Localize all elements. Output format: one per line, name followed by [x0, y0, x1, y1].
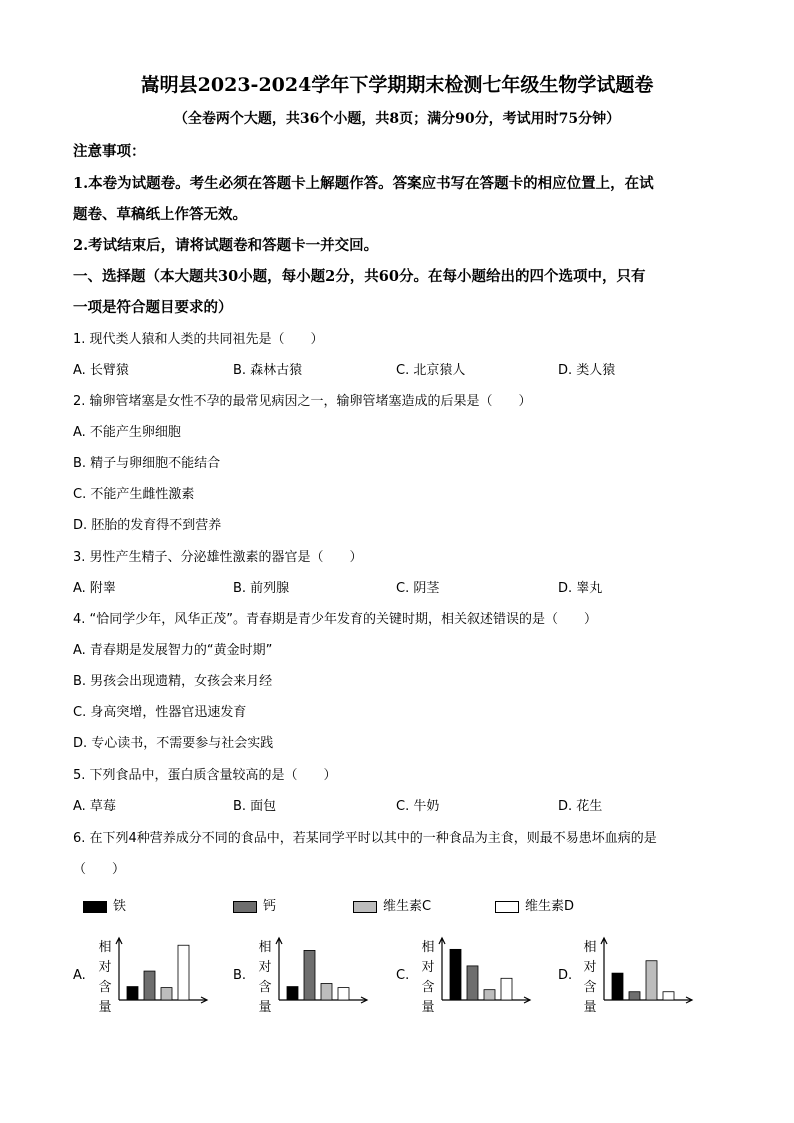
chart-b-bar-2 [304, 950, 315, 1000]
chart-d-bar-3 [646, 961, 657, 1000]
chart-d [602, 938, 702, 1010]
chart-d-bar-4 [663, 992, 674, 1000]
section-heading-line-2: 一项是符合题目要求的） [73, 299, 233, 316]
legend-label-calcium: 钙 [263, 899, 277, 914]
chart-a [117, 938, 217, 1010]
question-4-option-b[interactable]: B. 男孩会出现遗精，女孩会来月经 [73, 674, 273, 689]
chart-d-option-label[interactable]: D. [558, 968, 573, 983]
legend-label-vitamin-d: 维生素D [525, 899, 575, 914]
chart-b-bar-1 [287, 987, 298, 1000]
chart-c-bar-4 [501, 978, 512, 1000]
chart-a-bar-4 [178, 945, 189, 1000]
question-1-stem: 1. 现代类人猿和人类的共同祖先是（ ） [73, 332, 324, 347]
chart-a-bar-3 [161, 988, 172, 1000]
chart-b-ylabel: 相 对 含 量 [258, 940, 272, 1015]
chart-c-bar-3 [484, 990, 495, 1000]
question-5-option-d[interactable]: D. 花生 [558, 799, 603, 814]
chart-b [277, 938, 377, 1010]
chart-c-option-label[interactable]: C. [396, 968, 410, 983]
question-6-stem-line-1: 6. 在下列4种营养成分不同的食品中，若某同学平时以其中的一种食品为主食，则最不易患坏血病的是 [73, 831, 657, 846]
question-6-stem-line-2: （ ） [73, 862, 126, 877]
chart-b-bar-3 [321, 983, 332, 1000]
chart-d-bar-1 [612, 973, 623, 1000]
question-4-stem: 4. “恰同学少年，风华正茂”。青春期是青少年发育的关键时期，相关叙述错误的是（ ） [73, 612, 598, 627]
legend-swatch-vitamin-c [353, 901, 377, 913]
legend-label-iron: 铁 [113, 899, 127, 914]
chart-c-ylabel: 相 对 含 量 [421, 940, 435, 1015]
chart-c [440, 938, 540, 1010]
legend-item-vitamin-d [495, 895, 574, 914]
page-title: 嵩明县2023-2024学年下学期期末检测七年级生物学试题卷 [140, 74, 654, 96]
chart-a-option-label[interactable]: A. [73, 968, 86, 983]
legend-item-calcium [233, 895, 276, 914]
question-2-stem: 2. 输卵管堵塞是女性不孕的最常见病因之一，输卵管堵塞造成的后果是（ ） [73, 394, 532, 409]
question-5-option-b[interactable]: B. 面包 [233, 799, 277, 814]
question-3-option-a[interactable]: A. 附睾 [73, 581, 116, 596]
question-5-option-a[interactable]: A. 草莓 [73, 799, 116, 814]
question-2-option-a[interactable]: A. 不能产生卵细胞 [73, 425, 181, 440]
chart-a-bar-2 [144, 971, 155, 1000]
legend-label-vitamin-c: 维生素C [383, 899, 432, 914]
question-4-option-d[interactable]: D. 专心读书，不需要参与社会实践 [73, 736, 274, 751]
question-2-option-c[interactable]: C. 不能产生雌性激素 [73, 487, 195, 502]
legend-swatch-vitamin-d [495, 901, 519, 913]
question-2-option-b[interactable]: B. 精子与卵细胞不能结合 [73, 456, 221, 471]
legend-swatch-iron [83, 901, 107, 913]
chart-c-bar-1 [450, 949, 461, 1000]
question-1-option-b[interactable]: B. 森林古猿 [233, 363, 303, 378]
question-1-option-c[interactable]: C. 北京猿人 [396, 363, 466, 378]
chart-b-bar-4 [338, 988, 349, 1000]
question-4-option-a[interactable]: A. 青春期是发展智力的“黄金时期” [73, 643, 273, 658]
page-subtitle: （全卷两个大题，共36个小题，共8页；满分90分，考试用时75分钟） [173, 111, 621, 127]
chart-a-bar-1 [127, 987, 138, 1000]
notice-heading: 注意事项： [73, 143, 146, 160]
legend-item-vitamin-c [353, 895, 431, 914]
chart-a-ylabel: 相 对 含 量 [98, 940, 112, 1015]
question-3-option-d[interactable]: D. 睾丸 [558, 581, 603, 596]
chart-c-bar-2 [467, 966, 478, 1000]
question-3-option-b[interactable]: B. 前列腺 [233, 581, 290, 596]
chart-b-option-label[interactable]: B. [233, 968, 247, 983]
chart-d-bar-2 [629, 992, 640, 1000]
question-1-option-a[interactable]: A. 长臂猿 [73, 363, 129, 378]
question-3-stem: 3. 男性产生精子、分泌雄性激素的器官是（ ） [73, 550, 363, 565]
question-3-option-c[interactable]: C. 阴茎 [396, 581, 440, 596]
question-5-option-c[interactable]: C. 牛奶 [396, 799, 440, 814]
question-4-option-c[interactable]: C. 身高突增，性器官迅速发育 [73, 705, 247, 720]
question-2-option-d[interactable]: D. 胚胎的发育得不到营养 [73, 518, 222, 533]
legend-swatch-calcium [233, 901, 257, 913]
question-5-stem: 5. 下列食品中，蛋白质含量较高的是（ ） [73, 768, 337, 783]
notice-item-1-line-1: 1.本卷为试题卷。考生必须在答题卡上解题作答。答案应书写在答题卡的相应位置上，在试 [73, 175, 654, 192]
notice-item-1-line-2: 题卷、草稿纸上作答无效。 [73, 206, 247, 223]
section-heading-line-1: 一、选择题（本大题共30小题，每小题2分，共60分。在每小题给出的四个选项中，只有 [73, 268, 646, 285]
legend-item-iron [83, 895, 126, 914]
notice-item-2: 2.考试结束后，请将试题卷和答题卡一并交回。 [73, 237, 379, 254]
chart-d-ylabel: 相 对 含 量 [583, 940, 597, 1015]
question-1-option-d[interactable]: D. 类人猿 [558, 363, 616, 378]
